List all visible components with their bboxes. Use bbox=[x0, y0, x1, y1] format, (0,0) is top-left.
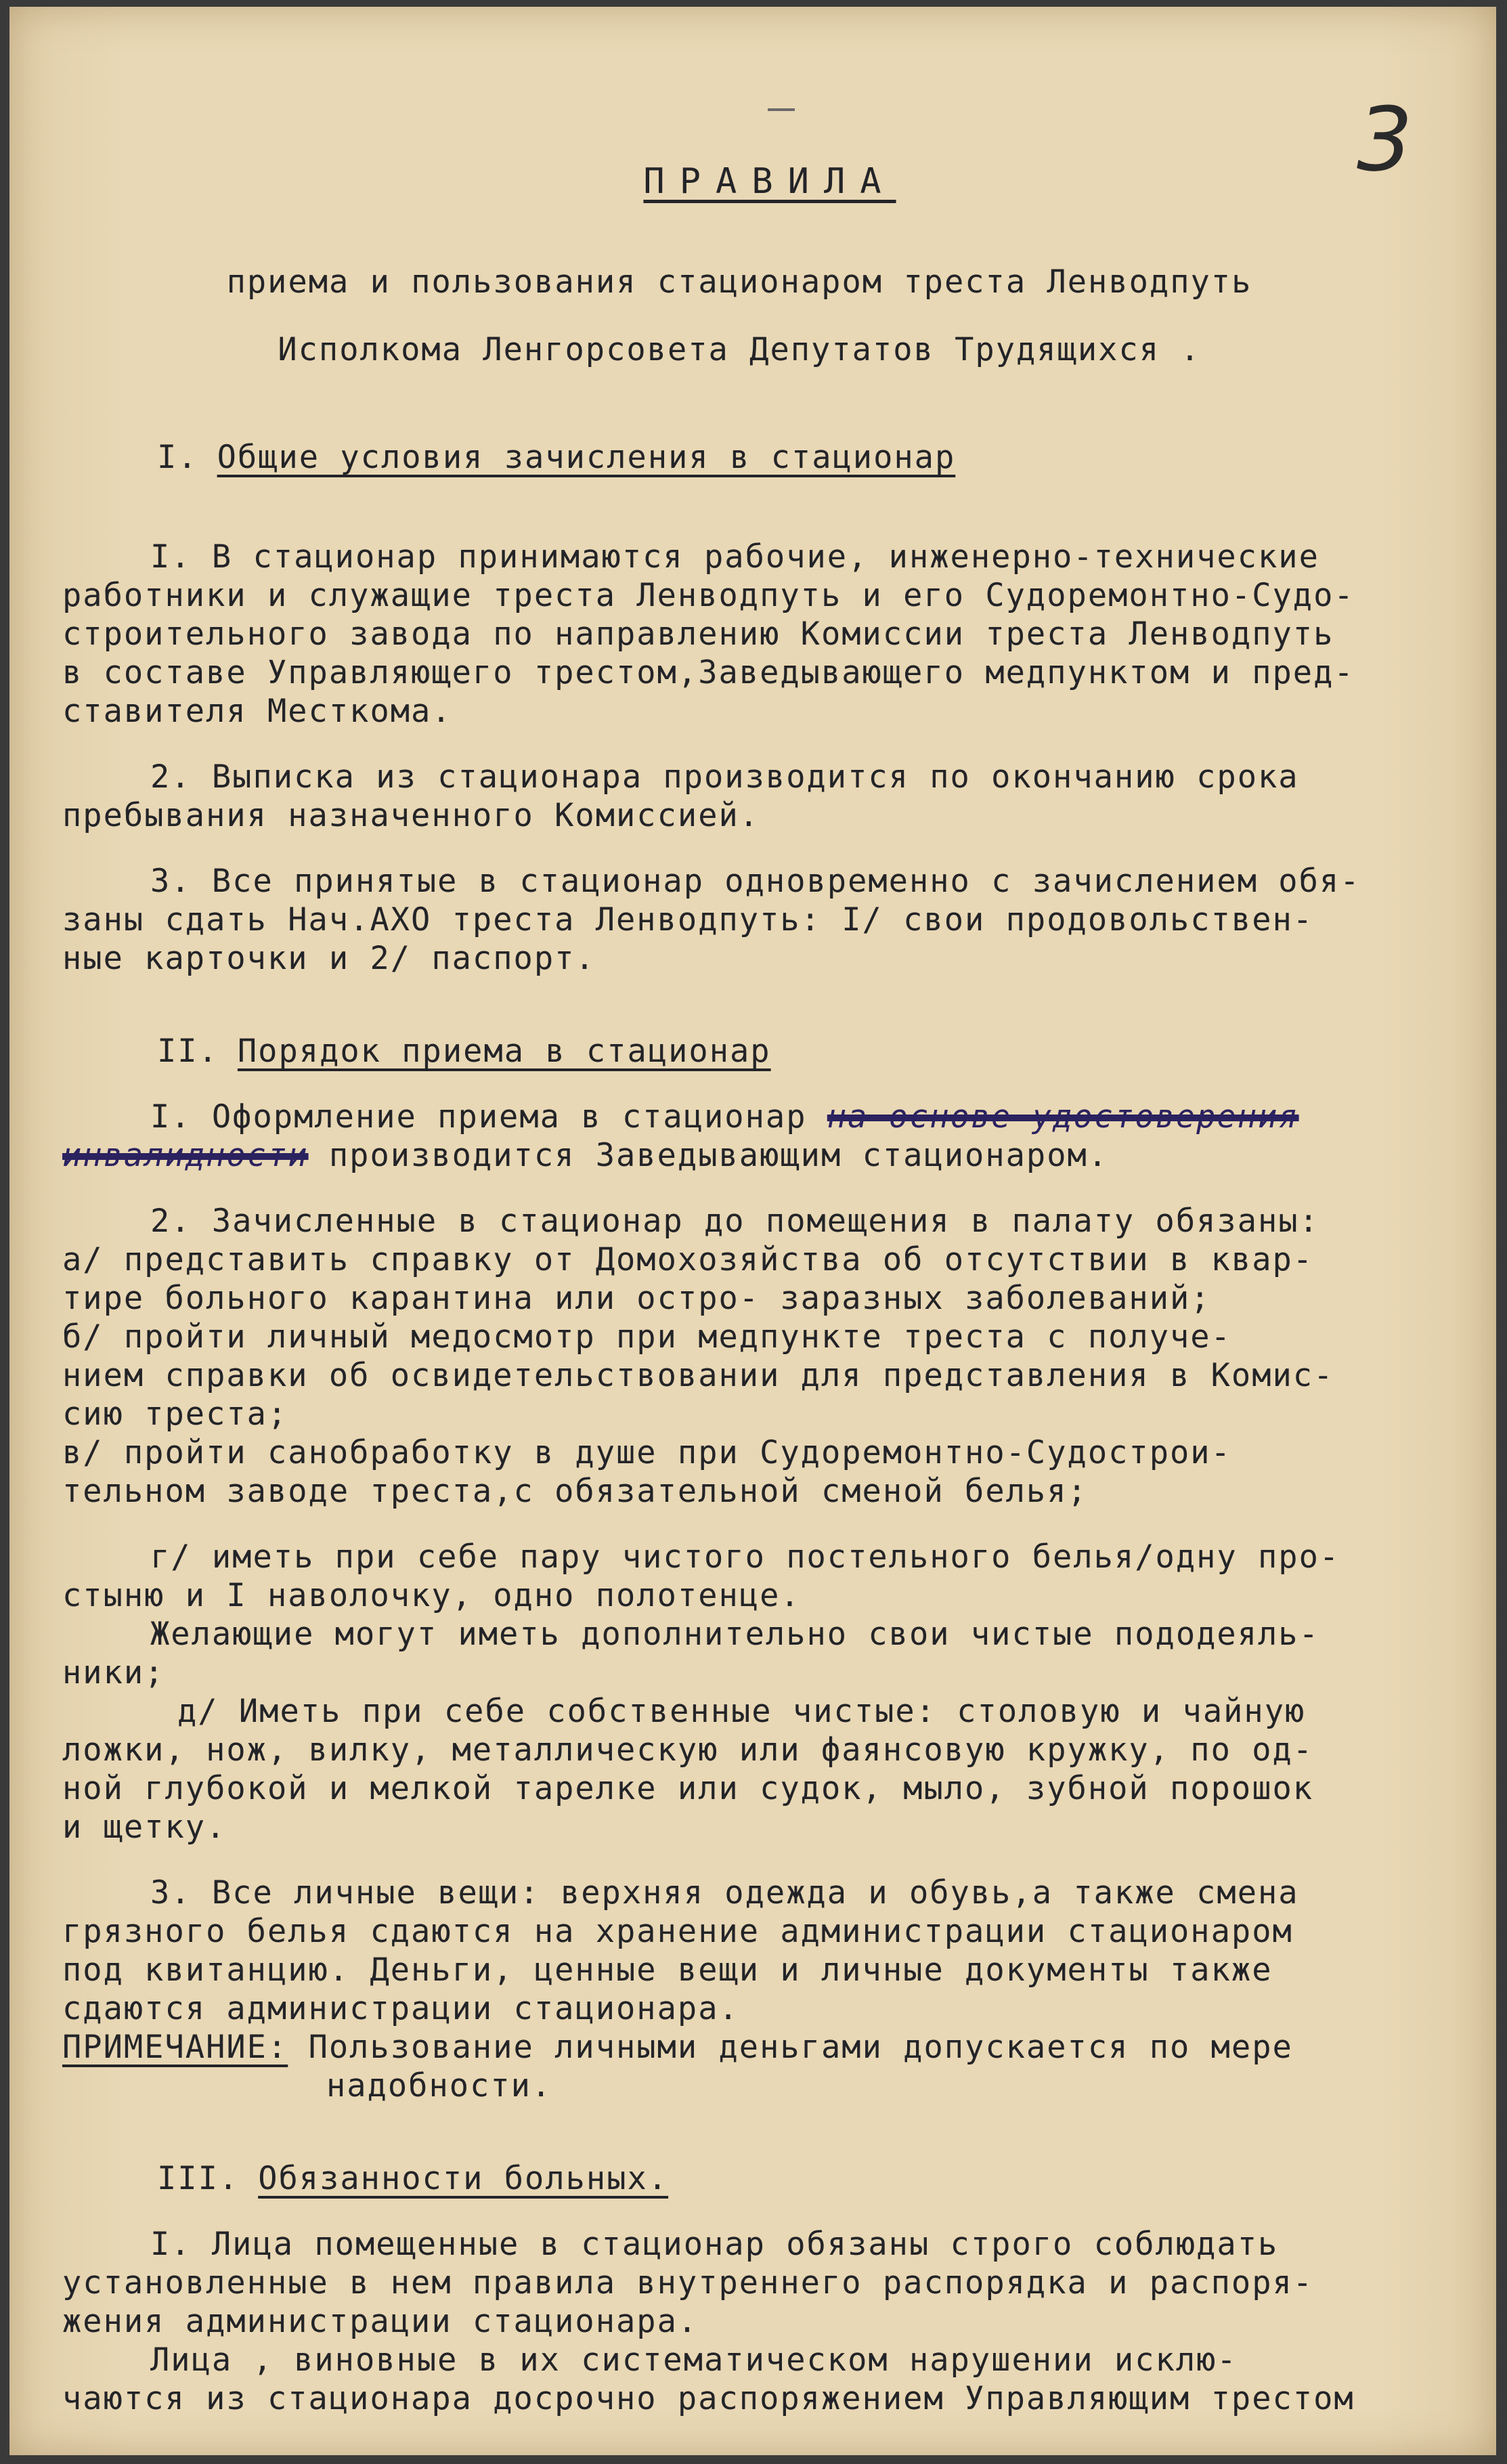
text-line: и щетку. bbox=[62, 1809, 227, 1846]
text-line: под квитанцию. Деньги, ценные вещи и личные документы также bbox=[62, 1951, 1273, 1989]
text-line: ной глубокой и мелкой тарелке или судок, мыло, зубной порошок bbox=[62, 1770, 1314, 1807]
note-label: ПРИМЕЧАНИЕ: bbox=[62, 2029, 288, 2066]
text-line: г/ иметь при себе пару чистого постельного белья/одну про- bbox=[150, 1538, 1340, 1576]
document-body bbox=[62, 163, 1477, 2418]
section-2-paragraph-3 bbox=[62, 1874, 1477, 2105]
section-3-number: III. bbox=[157, 2160, 240, 2197]
section-1-paragraph-1 bbox=[62, 538, 1477, 731]
text-line: пребывания назначенного Комиссией. bbox=[62, 797, 760, 834]
section-1-heading bbox=[62, 438, 1477, 477]
note-line bbox=[62, 2028, 1477, 2067]
text-line: ные карточки и 2/ паспорт. bbox=[62, 940, 596, 977]
document-sheet bbox=[9, 7, 1496, 2455]
section-3-heading bbox=[62, 2159, 1477, 2198]
text-line: жения администрации стационара. bbox=[62, 2303, 699, 2340]
text-line: тельном заводе треста,с обязательной сменой белья; bbox=[62, 1473, 1088, 1510]
text-line: 2. Выписка из стационара производится по окончанию срока bbox=[150, 758, 1299, 796]
section-2-paragraph-2 bbox=[62, 1202, 1477, 1846]
section-1-paragraph-3 bbox=[62, 862, 1477, 978]
page-number: 3 bbox=[1357, 88, 1413, 191]
top-dash-mark bbox=[768, 108, 795, 111]
text-line: работники и служащие треста Ленводпуть и его Судоремонтно-Судо- bbox=[62, 577, 1355, 614]
text-line: 2. Зачисленные в стационар до помещения в палату обязаны: bbox=[150, 1203, 1319, 1240]
text-line: тире больного карантина или остро- заразных заболеваний; bbox=[62, 1280, 1211, 1317]
text-line: грязного белья сдаются на хранение администрации стационаром bbox=[62, 1913, 1293, 1950]
subtitle-line-2: Исполкома Ленгорсовета Депутатов Трудящихся . bbox=[278, 331, 1201, 368]
text-line: ники; bbox=[62, 1654, 165, 1691]
text-line bbox=[62, 1136, 1477, 1175]
note-text: Пользование личными деньгами допускается по мере bbox=[308, 2029, 1293, 2066]
text-line: заны сдать Нач.АХО треста Ленводпуть: I/ свои продовольствен- bbox=[62, 901, 1314, 938]
text-line: ставителя Месткома. bbox=[62, 693, 452, 730]
section-1-number: I. bbox=[157, 439, 198, 476]
note-line: надобности. bbox=[326, 2067, 552, 2104]
section-3-title: Обязанности больных. bbox=[258, 2160, 669, 2197]
document-title: ПРАВИЛА bbox=[643, 161, 896, 202]
text-line: 3. Все принятые в стационар одновременно с зачислением обя- bbox=[150, 863, 1361, 900]
text-line bbox=[62, 1098, 1477, 1136]
section-2-paragraph-1 bbox=[62, 1098, 1477, 1175]
subtitle-line-1: приема и пользования стационаром треста Ленводпуть bbox=[226, 263, 1252, 301]
text-line: б/ пройти личный медосмотр при медпункте треста с получе- bbox=[62, 1318, 1231, 1356]
text-line-part: I. Оформление приема в стационар bbox=[150, 1098, 807, 1136]
text-line: ложки, нож, вилку, металлическую или фаянсовую кружку, по од- bbox=[62, 1731, 1314, 1769]
text-line: д/ Иметь при себе собственные чистые: столовую и чайную bbox=[177, 1693, 1306, 1730]
text-line: сдаются администрации стационара. bbox=[62, 1990, 739, 2027]
struck-out-text: на основе удостоверения bbox=[827, 1098, 1299, 1136]
text-line: стыню и I наволочку, одно полотенце. bbox=[62, 1577, 801, 1614]
section-2-title: Порядок приема в стационар bbox=[237, 1033, 771, 1070]
text-line: I. В стационар принимаются рабочие, инженерно-технические bbox=[150, 538, 1319, 576]
text-line: чаются из стационара досрочно распоряжением Управляющим трестом bbox=[62, 2380, 1355, 2417]
text-line: Желающие могут иметь дополнительно свои чистые пододеяль- bbox=[150, 1616, 1319, 1653]
text-line: а/ представить справку от Домохозяйства об отсутствии в квар- bbox=[62, 1241, 1314, 1278]
section-2-heading bbox=[62, 1032, 1477, 1071]
text-line: установленные в нем правила внутреннего распорядка и распоря- bbox=[62, 2264, 1314, 2301]
text-line: I. Лица помещенные в стационар обязаны строго соблюдать bbox=[150, 2226, 1279, 2263]
struck-out-text: инвалидности bbox=[62, 1137, 309, 1174]
text-line: Лица , виновные в их систематическом нарушении исклю- bbox=[150, 2341, 1238, 2379]
section-3-paragraph-1 bbox=[62, 2225, 1477, 2418]
text-line: 3. Все личные вещи: верхняя одежда и обувь,а также смена bbox=[150, 1874, 1299, 1911]
text-line: в/ пройти санобработку в душе при Судоремонтно-Судострои- bbox=[62, 1434, 1231, 1471]
text-line-part: производится Заведывающим стационаром. bbox=[328, 1137, 1109, 1174]
section-1-paragraph-2 bbox=[62, 758, 1477, 835]
text-line: строительного завода по направлению Комиссии треста Ленводпуть bbox=[62, 615, 1334, 653]
section-1-title: Общие условия зачисления в стационар bbox=[217, 439, 956, 476]
spacer bbox=[62, 1511, 1477, 1538]
section-2-number: II. bbox=[157, 1033, 219, 1070]
text-line: нием справки об освидетельствовании для представления в Комис- bbox=[62, 1357, 1334, 1394]
text-line: в составе Управляющего трестом,Заведывающего медпунктом и пред- bbox=[62, 654, 1355, 691]
text-line: сию треста; bbox=[62, 1396, 288, 1433]
